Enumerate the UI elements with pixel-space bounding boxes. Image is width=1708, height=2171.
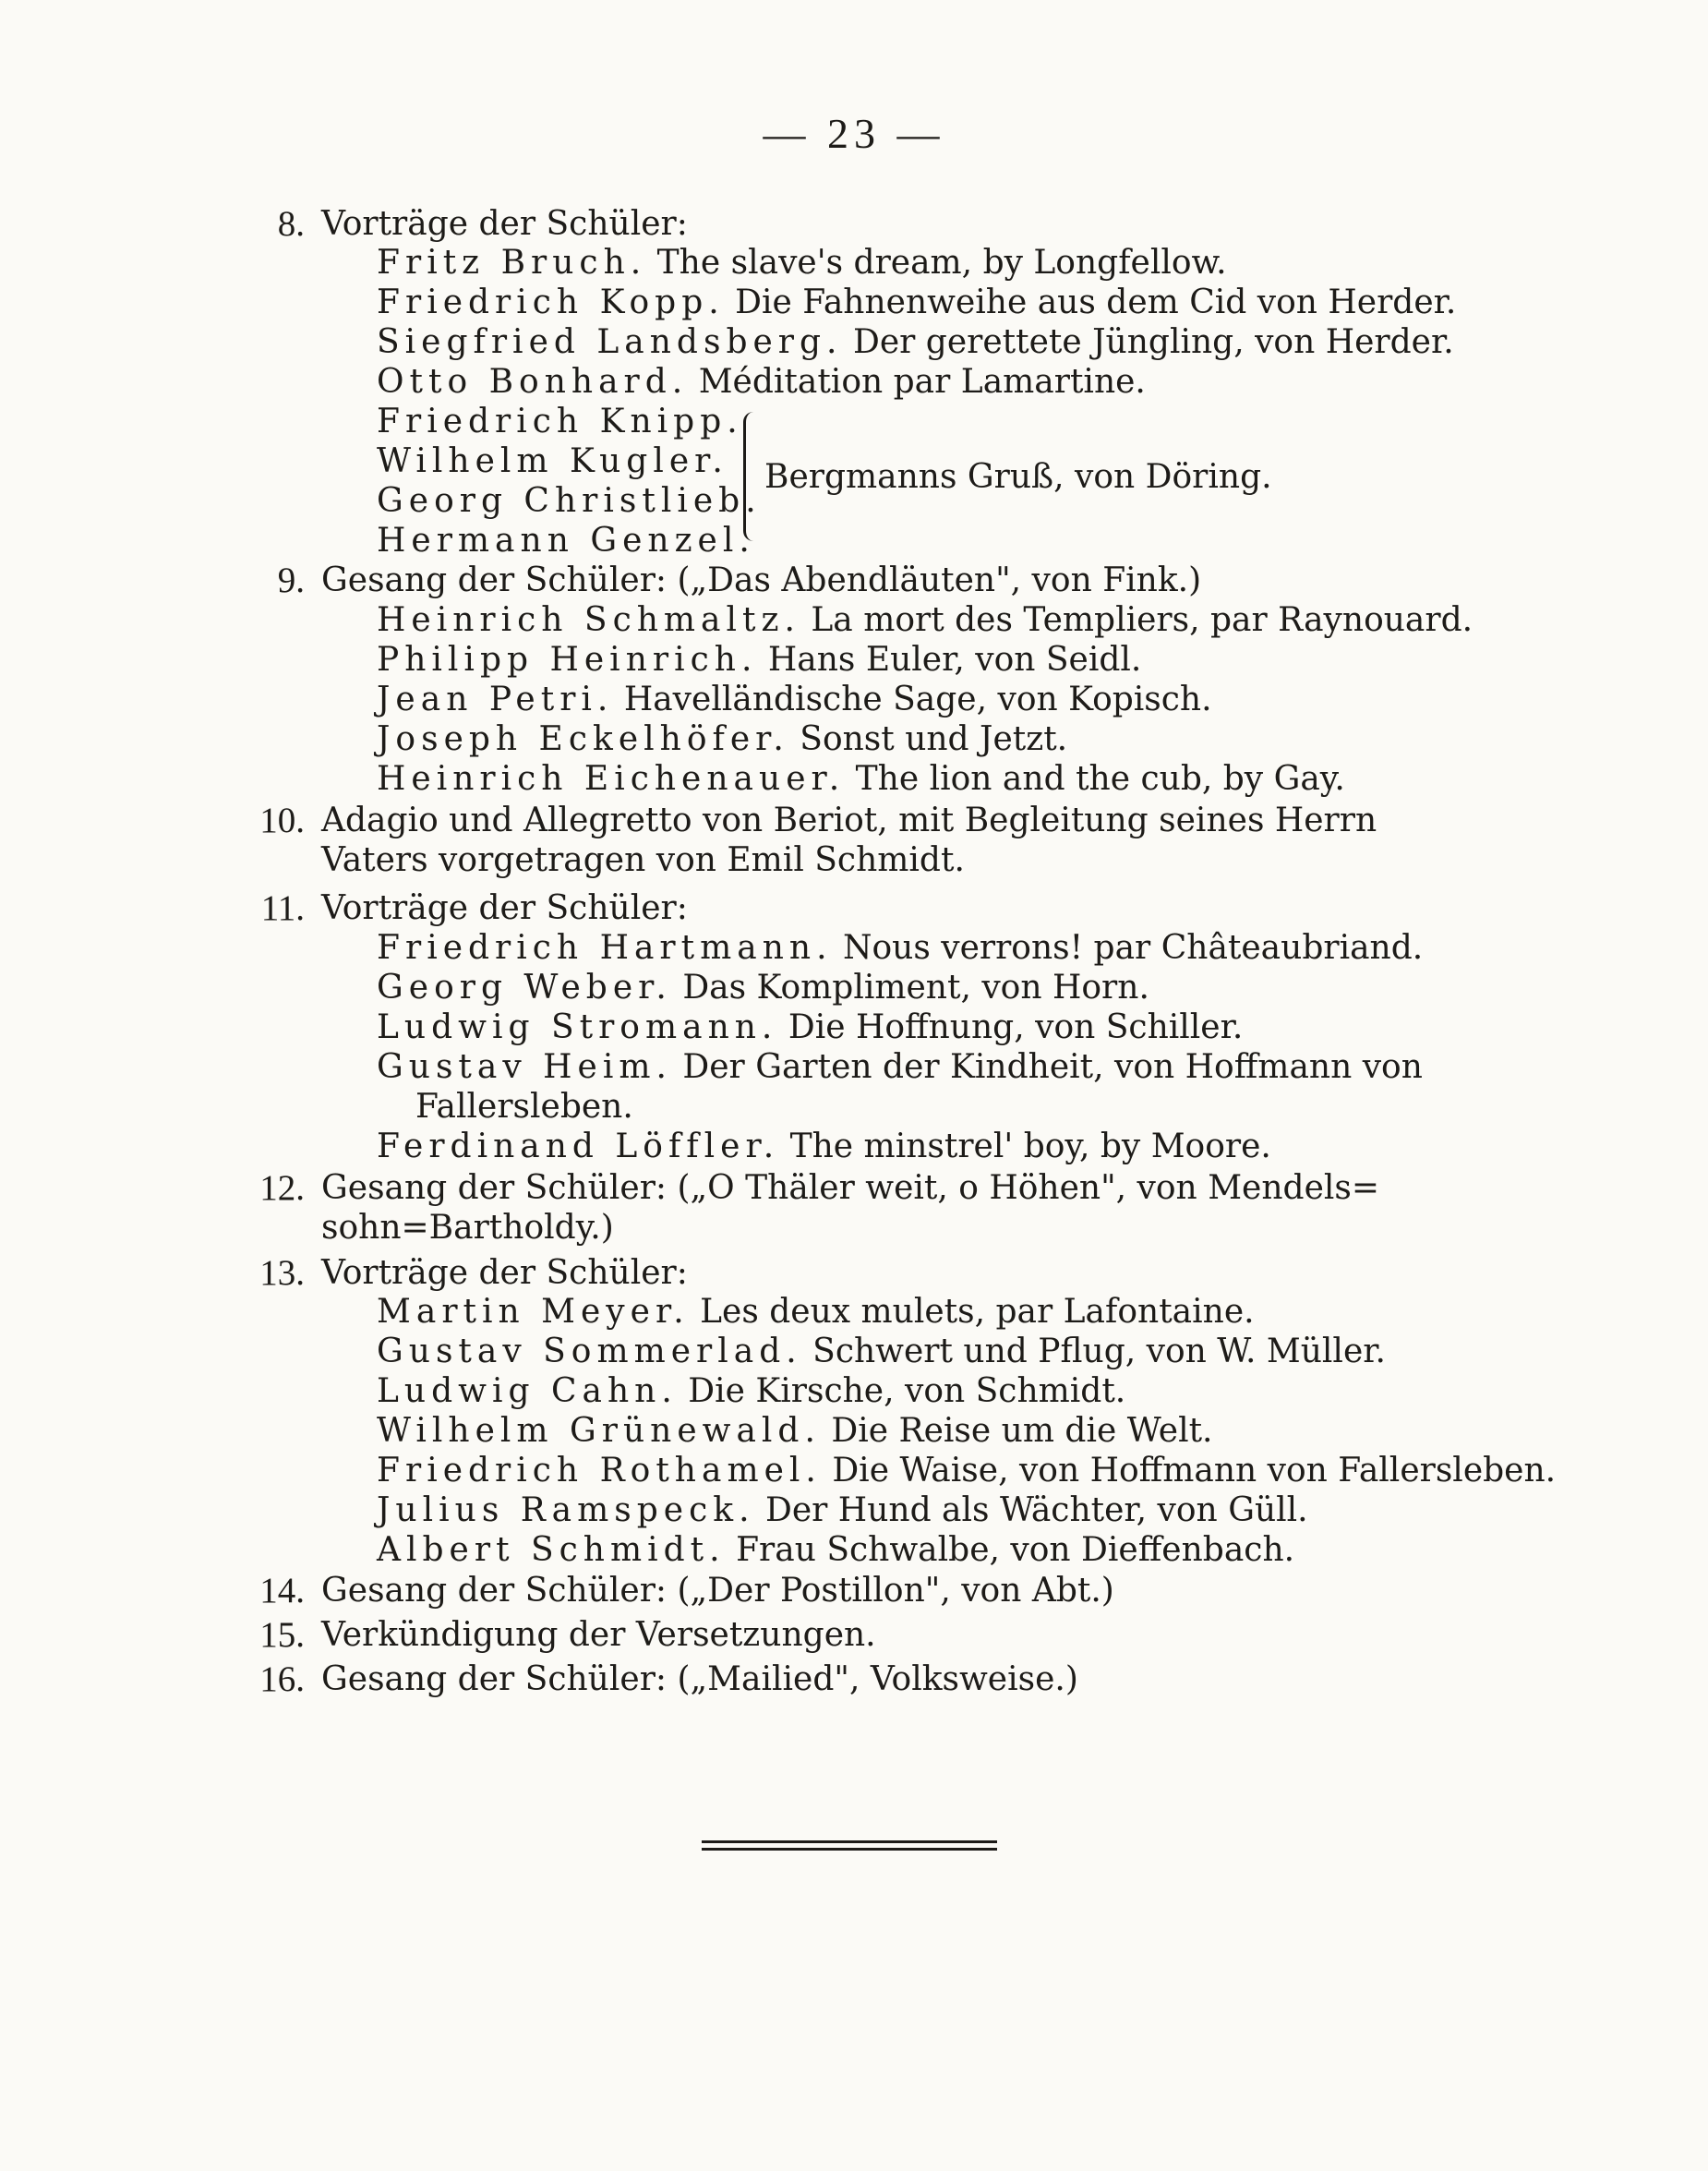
item-number: 8. [277, 204, 305, 244]
student-name: Philipp Heinrich. [377, 641, 758, 679]
student-name: Hermann Genzel. [377, 522, 755, 560]
student-name: Friedrich Knipp. [377, 403, 743, 440]
recitation-title: Der gerettete Jüngling, von Herder. [852, 323, 1454, 361]
recitation-title-continued: Fallersleben. [415, 1088, 633, 1126]
item-number: 10. [259, 801, 305, 840]
recitation-title: Der Garten der Kindheit, von Hoffmann von [682, 1048, 1423, 1086]
student-name: Julius Ramspeck. [377, 1491, 755, 1529]
list-item [377, 1293, 1255, 1332]
item-number: 16. [259, 1659, 305, 1699]
student-name: Heinrich Eichenauer. [377, 760, 846, 798]
item-text: Gesang der Schüler: („Mailied", Volksweise.) [321, 1660, 1078, 1698]
recitation-title: Nous verrons! par Châteaubriand. [842, 929, 1424, 967]
student-name: Ludwig Stromann. [377, 1008, 778, 1046]
student-name: Friedrich Kopp. [377, 283, 725, 321]
recitation-title: The lion and the cub, by Gay. [855, 760, 1345, 798]
closing-rule [702, 1840, 997, 1843]
list-item [377, 522, 755, 561]
student-name: Heinrich Schmaltz. [377, 601, 800, 639]
list-item [377, 969, 1149, 1007]
recitation-title: Das Kompliment, von Horn. [682, 969, 1149, 1007]
recitation-title: Sonst und Jetzt. [800, 720, 1068, 758]
student-name: Georg Christlieb. [377, 482, 762, 520]
list-item [377, 1491, 1308, 1530]
recitation-title: Der Hund als Wächter, von Güll. [764, 1491, 1308, 1529]
list-item [377, 1452, 1556, 1490]
recitation-title: Die Hoffnung, von Schiller. [788, 1008, 1244, 1046]
list-item [377, 601, 1473, 640]
item-text: Gesang der Schüler: („Der Postillon", von Abt.) [321, 1572, 1114, 1610]
list-item [377, 283, 1456, 322]
student-name: Ferdinand Löffler. [377, 1128, 780, 1165]
page-number: — 23 — [763, 110, 945, 157]
list-item [377, 482, 762, 521]
list-item [377, 929, 1423, 968]
student-name: Georg Weber. [377, 969, 672, 1007]
item-number: 13. [259, 1253, 305, 1293]
recitation-title: Die Kirsche, von Schmidt. [688, 1372, 1126, 1410]
student-name: Wilhelm Kugler. [377, 442, 728, 480]
recitation-title: The slave's dream, by Longfellow. [656, 244, 1227, 282]
student-name: Gustav Heim. [377, 1048, 672, 1086]
recitation-title: The minstrel' boy, by Moore. [789, 1128, 1271, 1165]
student-name: Jean Petri. [377, 681, 614, 718]
item-heading: Vorträge der Schüler: [321, 205, 688, 243]
recitation-title: Schwert und Pflug, von W. Müller. [812, 1333, 1386, 1370]
list-item [377, 1008, 1243, 1047]
student-name: Wilhelm Grünewald. [377, 1412, 821, 1450]
item-heading: Vorträge der Schüler: [321, 889, 688, 927]
closing-rule [702, 1848, 997, 1851]
item-number: 14. [259, 1571, 305, 1610]
group-recitation-title: Bergmanns Gruß, von Döring. [764, 458, 1272, 496]
item-heading: Vorträge der Schüler: [321, 1254, 688, 1292]
item-text-continued: Vaters vorgetragen von Emil Schmidt. [321, 841, 965, 879]
list-item [377, 363, 1146, 402]
item-heading: Gesang der Schüler: („Das Abendläuten", von Fink.) [321, 561, 1202, 599]
student-name: Friedrich Rothamel. [377, 1452, 822, 1490]
list-item [377, 1128, 1271, 1166]
list-item [377, 1412, 1213, 1451]
recitation-title: Die Fahnenweihe aus dem Cid von Herder. [735, 283, 1457, 321]
student-name: Joseph Eckelhöfer. [377, 720, 789, 758]
list-item [377, 403, 743, 441]
student-name: Otto Bonhard. [377, 363, 689, 401]
brace-mark [743, 412, 753, 541]
recitation-title: Die Waise, von Hoffmann von Fallersleben. [832, 1452, 1557, 1490]
list-item [377, 1531, 1294, 1570]
item-number: 11. [260, 888, 305, 928]
list-item [377, 641, 1141, 680]
list-item [377, 760, 1345, 799]
recitation-title: Frau Schwalbe, von Dieffenbach. [736, 1531, 1295, 1569]
list-item [377, 1333, 1386, 1371]
recitation-title: Havelländische Sage, von Kopisch. [623, 681, 1212, 718]
student-name: Martin Meyer. [377, 1293, 690, 1331]
list-item [377, 1372, 1125, 1411]
item-number: 12. [259, 1168, 305, 1208]
item-text: Gesang der Schüler: („O Thäler weit, o Höhen", von Mendels= [321, 1169, 1380, 1207]
student-name: Gustav Sommerlad. [377, 1333, 802, 1370]
recitation-title: Les deux mulets, par Lafontaine. [700, 1293, 1255, 1331]
list-item [377, 442, 728, 481]
student-name: Friedrich Hartmann. [377, 929, 833, 967]
list-item [377, 1048, 1423, 1087]
item-number: 15. [259, 1615, 305, 1655]
list-item [377, 681, 1212, 719]
student-name: Siegfried Landsberg. [377, 323, 843, 361]
recitation-title: La mort des Templiers, par Raynouard. [811, 601, 1473, 639]
item-text-continued: sohn=Bartholdy.) [321, 1209, 614, 1247]
recitation-title: Hans Euler, von Seidl. [767, 641, 1142, 679]
student-name: Albert Schmidt. [377, 1531, 726, 1569]
recitation-title: Méditation par Lamartine. [698, 363, 1146, 401]
student-name: Fritz Bruch. [377, 244, 647, 282]
list-item [377, 244, 1227, 283]
item-text: Adagio und Allegretto von Beriot, mit Begleitung seines Herrn [321, 802, 1377, 839]
student-name: Ludwig Cahn. [377, 1372, 678, 1410]
item-text: Verkündigung der Versetzungen. [321, 1616, 876, 1654]
item-number: 9. [277, 561, 305, 600]
recitation-title: Die Reise um die Welt. [831, 1412, 1213, 1450]
list-item [377, 720, 1067, 759]
list-item [377, 323, 1454, 362]
